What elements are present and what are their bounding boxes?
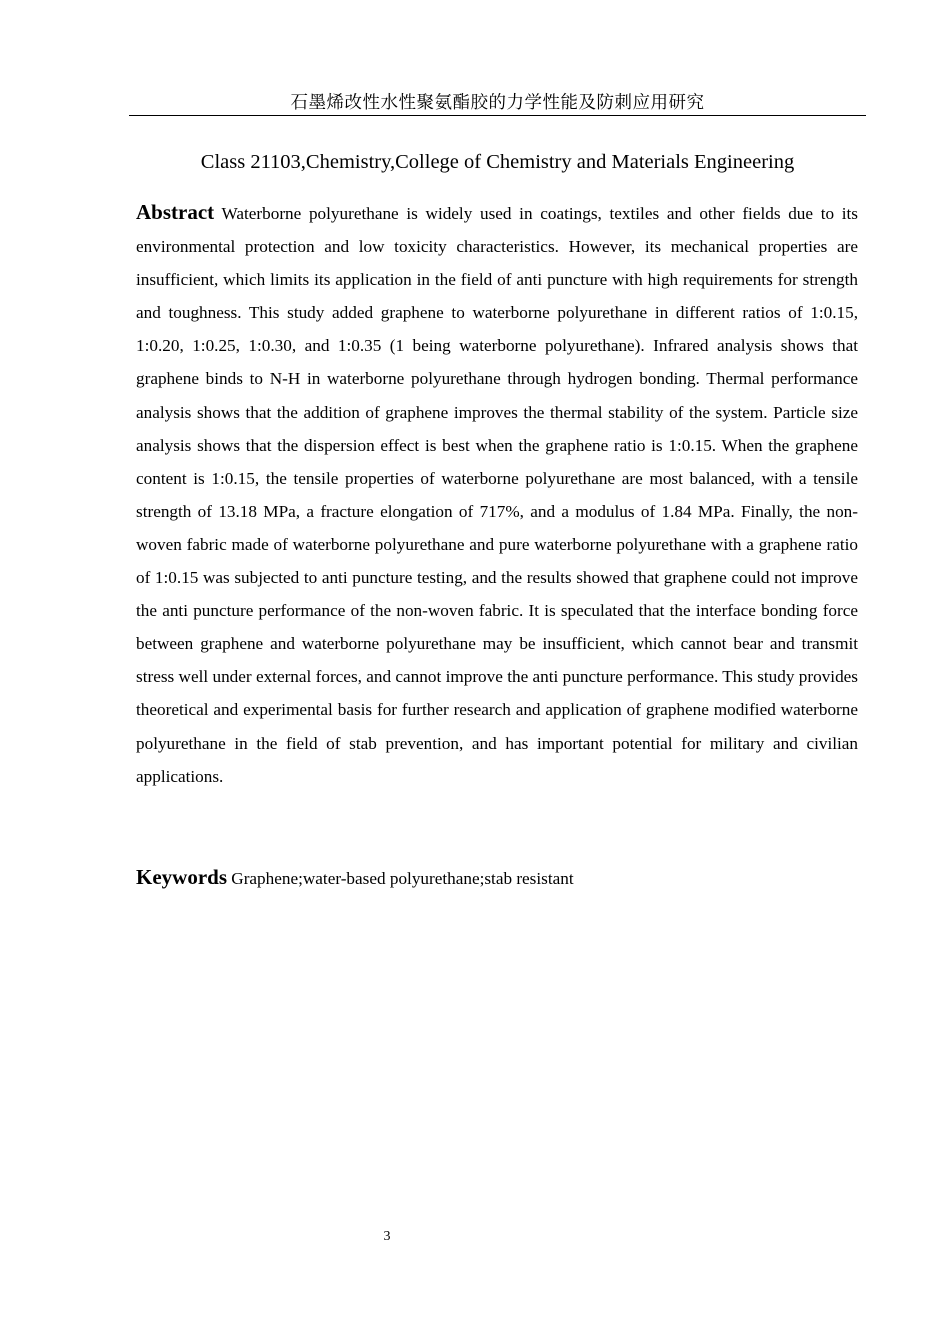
keywords-line <box>136 861 858 895</box>
running-header: 石墨烯改性水性聚氨酯胶的力学性能及防刺应用研究 <box>290 93 705 113</box>
abstract-text: Waterborne polyurethane is widely used in coatings, textiles and other fields due to its environmental protection and low toxicity characteristics. However, its mechanical properties are insufficient, which limits its application in the field of anti puncture with high requirements for strength and toughness. This study added graphene to waterborne polyurethane in different ratios of 1:0.15, 1:0.20, 1:0.25, 1:0.30, and 1:0.35 (1 being waterborne polyurethane). Infrared analysis shows that graphene binds to N-H in waterborne polyurethane through hydrogen bonding. Thermal performance analysis shows that the addition of graphene improves the thermal stability of the system. Particle size analysis shows that the dispersion effect is best when the graphene ratio is 1:0.15. When the graphene content is 1:0.15, the tensile properties of waterborne polyurethane are most balanced, with a tensile strength of 13.18 MPa, a fracture elongation of 717%, and a modulus of 1.84 MPa. Finally, the non-woven fabric made of waterborne polyurethane and pure waterborne polyurethane with a graphene ratio of 1:0.15 was subjected to anti puncture testing, and the results showed that graphene could not improve the anti puncture performance of the non-woven fabric. It is speculated that the interface bonding force between graphene and waterborne polyurethane may be insufficient, which cannot bear and transmit stress well under external forces, and cannot improve the anti puncture performance. This study provides theoretical and experimental basis for further research and application of graphene modified waterborne polyurethane in the field of stab prevention, and has important potential for military and civilian applications. <box>136 204 858 786</box>
page-number: 3 <box>383 1229 391 1244</box>
abstract-paragraph <box>136 196 858 793</box>
keywords-text: Graphene;water-based polyurethane;stab resistant <box>231 869 574 888</box>
abstract-label: Abstract <box>136 200 215 224</box>
affiliation-line: Class 21103,Chemistry,College of Chemistry and Materials Engineering <box>200 151 795 173</box>
header-rule <box>129 115 866 116</box>
keywords-label: Keywords <box>136 865 227 889</box>
